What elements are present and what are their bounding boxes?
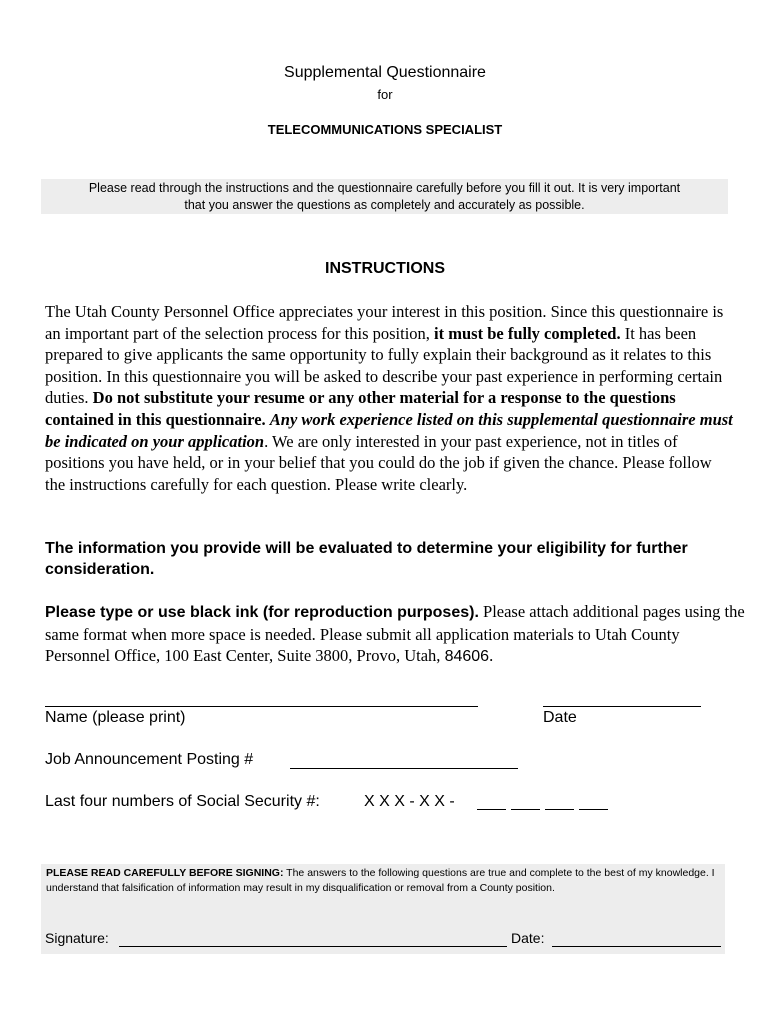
ink-paragraph [45, 601, 745, 668]
position-title: TELECOMMUNICATIONS SPECIALIST [267, 122, 503, 137]
evaluation-notice: The information you provide will be evaluated to determine your eligibility for further consideration. [45, 540, 688, 578]
ink-period: . [489, 646, 494, 665]
date-label: Date [543, 709, 577, 726]
ssn-digit-2-line[interactable] [511, 809, 540, 810]
zip-code: 84606 [444, 648, 490, 665]
signature-date-label: Date: [511, 930, 545, 946]
name-label: Name (please print) [45, 709, 186, 726]
ssn-digit-1-line[interactable] [477, 809, 506, 810]
ssn-digit-3-line[interactable] [545, 809, 574, 810]
instructions-bold-italic-work-experience: Any work experience listed on this supplemental questionnaire must be indicated on your application [45, 409, 733, 451]
signature-date-input-line[interactable] [552, 946, 721, 947]
date-input-line[interactable] [543, 706, 701, 707]
notice-line-2: that you answer the questions as completely and accurately as possible. [184, 198, 585, 212]
job-posting-label: Job Announcement Posting # [45, 751, 254, 768]
notice-box [41, 179, 728, 214]
signature-warning-text: The answers to the following questions are true and complete to the best of my knowledge. I understand that falsification of information may result in my disqualification or removal from a County position. [46, 867, 715, 894]
ssn-label: Last four numbers of Social Security #: [45, 793, 320, 810]
name-input-line[interactable] [45, 706, 478, 707]
ink-text: Please attach additional pages using the same format when more space is needed. Please submit all application materials to Utah County Personnel Office, 100 East Center, Suite 3800, Provo, Utah, [45, 602, 745, 665]
instructions-paragraph [45, 301, 735, 495]
notice-line-1: Please read through the instructions and the questionnaire carefully before you fill it out. It is very important [88, 181, 681, 195]
signature-input-line[interactable] [119, 946, 507, 947]
document-subtitle-for: for [377, 87, 393, 102]
signature-warning [46, 866, 726, 896]
ssn-mask: X X X - X X - [364, 793, 455, 810]
ssn-digit-4-line[interactable] [579, 809, 608, 810]
signature-label: Signature: [45, 930, 109, 946]
ink-bold-text: Please type or use black ink (for reproduction purposes). [45, 604, 479, 621]
instructions-heading: INSTRUCTIONS [325, 260, 445, 277]
signature-warning-bold: PLEASE READ CAREFULLY BEFORE SIGNING: [46, 867, 284, 879]
job-posting-input-line[interactable] [290, 768, 518, 769]
document-title: Supplemental Questionnaire [284, 64, 486, 81]
instructions-text-2: It has been prepared to give applicants the same opportunity to fully explain their background as it relates to this position. In this questionnaire you will be asked to describe your past experience in performing certain duties. [45, 323, 723, 408]
instructions-text-3: . We are only interested in your past experience, not in titles of positions you have held, or in your belief that you could do the job if given the chance. Please follow the instructions carefully for each question. Please write clearly. [45, 431, 712, 494]
instructions-bold-no-resume: Do not substitute your resume or any other material for a response to the questions contained in this questionnaire. [45, 388, 676, 429]
instructions-text-1: The Utah County Personnel Office appreciates your interest in this position. Since this questionnaire is an important part of the selection process for this position, [45, 302, 724, 343]
instructions-bold-completed: it must be fully completed. [434, 323, 621, 343]
